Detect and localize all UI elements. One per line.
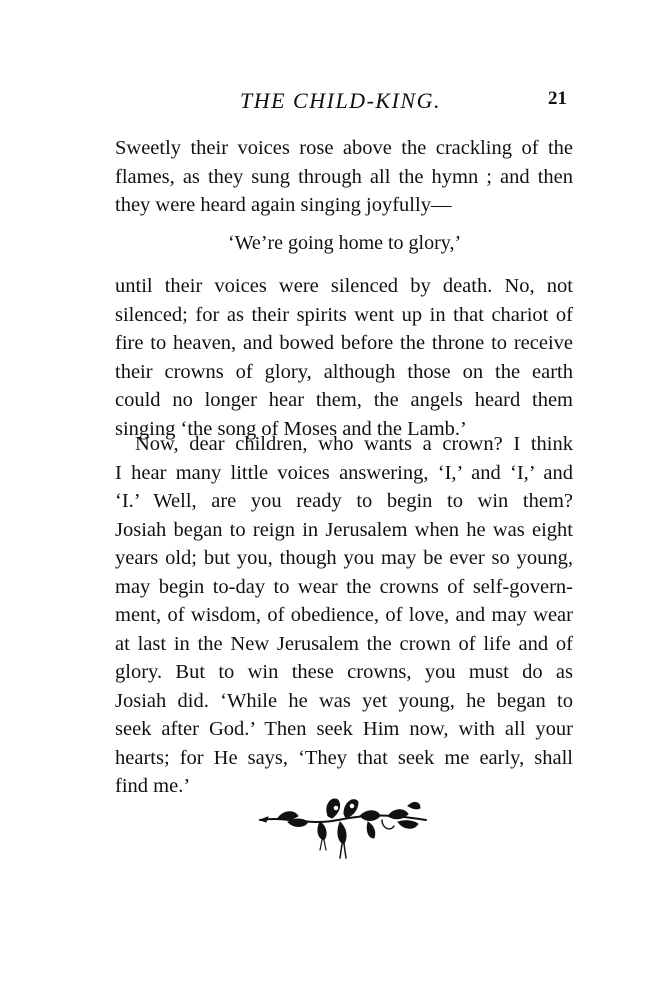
text-line: they were heard again singing joyfully— — [115, 194, 452, 216]
text-line: could no longer hear them, the angels heard them — [115, 389, 573, 411]
text-line: Now, dear children, who wants a crown? I think — [135, 433, 573, 455]
paragraph-2 — [115, 272, 573, 443]
text-line: fire to heaven, and bowed before the throne to receive — [115, 332, 573, 354]
paragraph-3 — [115, 430, 573, 801]
text-line: ment, of wisdom, of obedience, of love, and may wear — [115, 604, 573, 626]
text-line: ‘I.’ Well, are you ready to begin to win them? — [115, 490, 573, 512]
text-line: Sweetly their voices rose above the crackling of the — [115, 137, 573, 159]
floral-vignette-icon — [258, 786, 430, 862]
text-line: flames, as they sung through all the hymn ; and then — [115, 165, 573, 188]
text-line: find me.’ — [115, 775, 191, 797]
text-line: silenced; for as their spirits went up in that chariot of — [115, 303, 573, 326]
text-line: years old; but you, though you may be ever so young, — [115, 547, 573, 569]
text-line: their crowns of glory, although those on the earth — [115, 360, 573, 383]
text-line: until their voices were silenced by death. No, not — [115, 275, 573, 297]
text-line: glory. But to win these crowns, you must do as — [115, 661, 573, 683]
running-title: THE CHILD-KING. — [240, 88, 441, 113]
text-line: hearts; for He says, ‘They that seek me early, shall — [115, 746, 573, 769]
paragraph-1 — [115, 134, 573, 220]
text-line: singing ‘the song of Moses and the Lamb.’ — [115, 417, 467, 440]
hymn-quote: ‘We’re going home to glory,’ — [228, 232, 462, 254]
text-line: seek after God.’ Then seek Him now, with all your — [115, 718, 573, 740]
text-line: may begin to-day to wear the crowns of self-govern- — [115, 575, 573, 598]
text-line: Josiah did. ‘While he was yet young, he began to — [115, 689, 573, 712]
text-line: Josiah began to reign in Jerusalem when he was eight — [115, 518, 573, 541]
text-line: I hear many little voices answering, ‘I,’ and ‘I,’ and — [115, 461, 573, 484]
text-line: at last in the New Jerusalem the crown of life and of — [115, 632, 573, 655]
page-number: 21 — [548, 88, 567, 109]
